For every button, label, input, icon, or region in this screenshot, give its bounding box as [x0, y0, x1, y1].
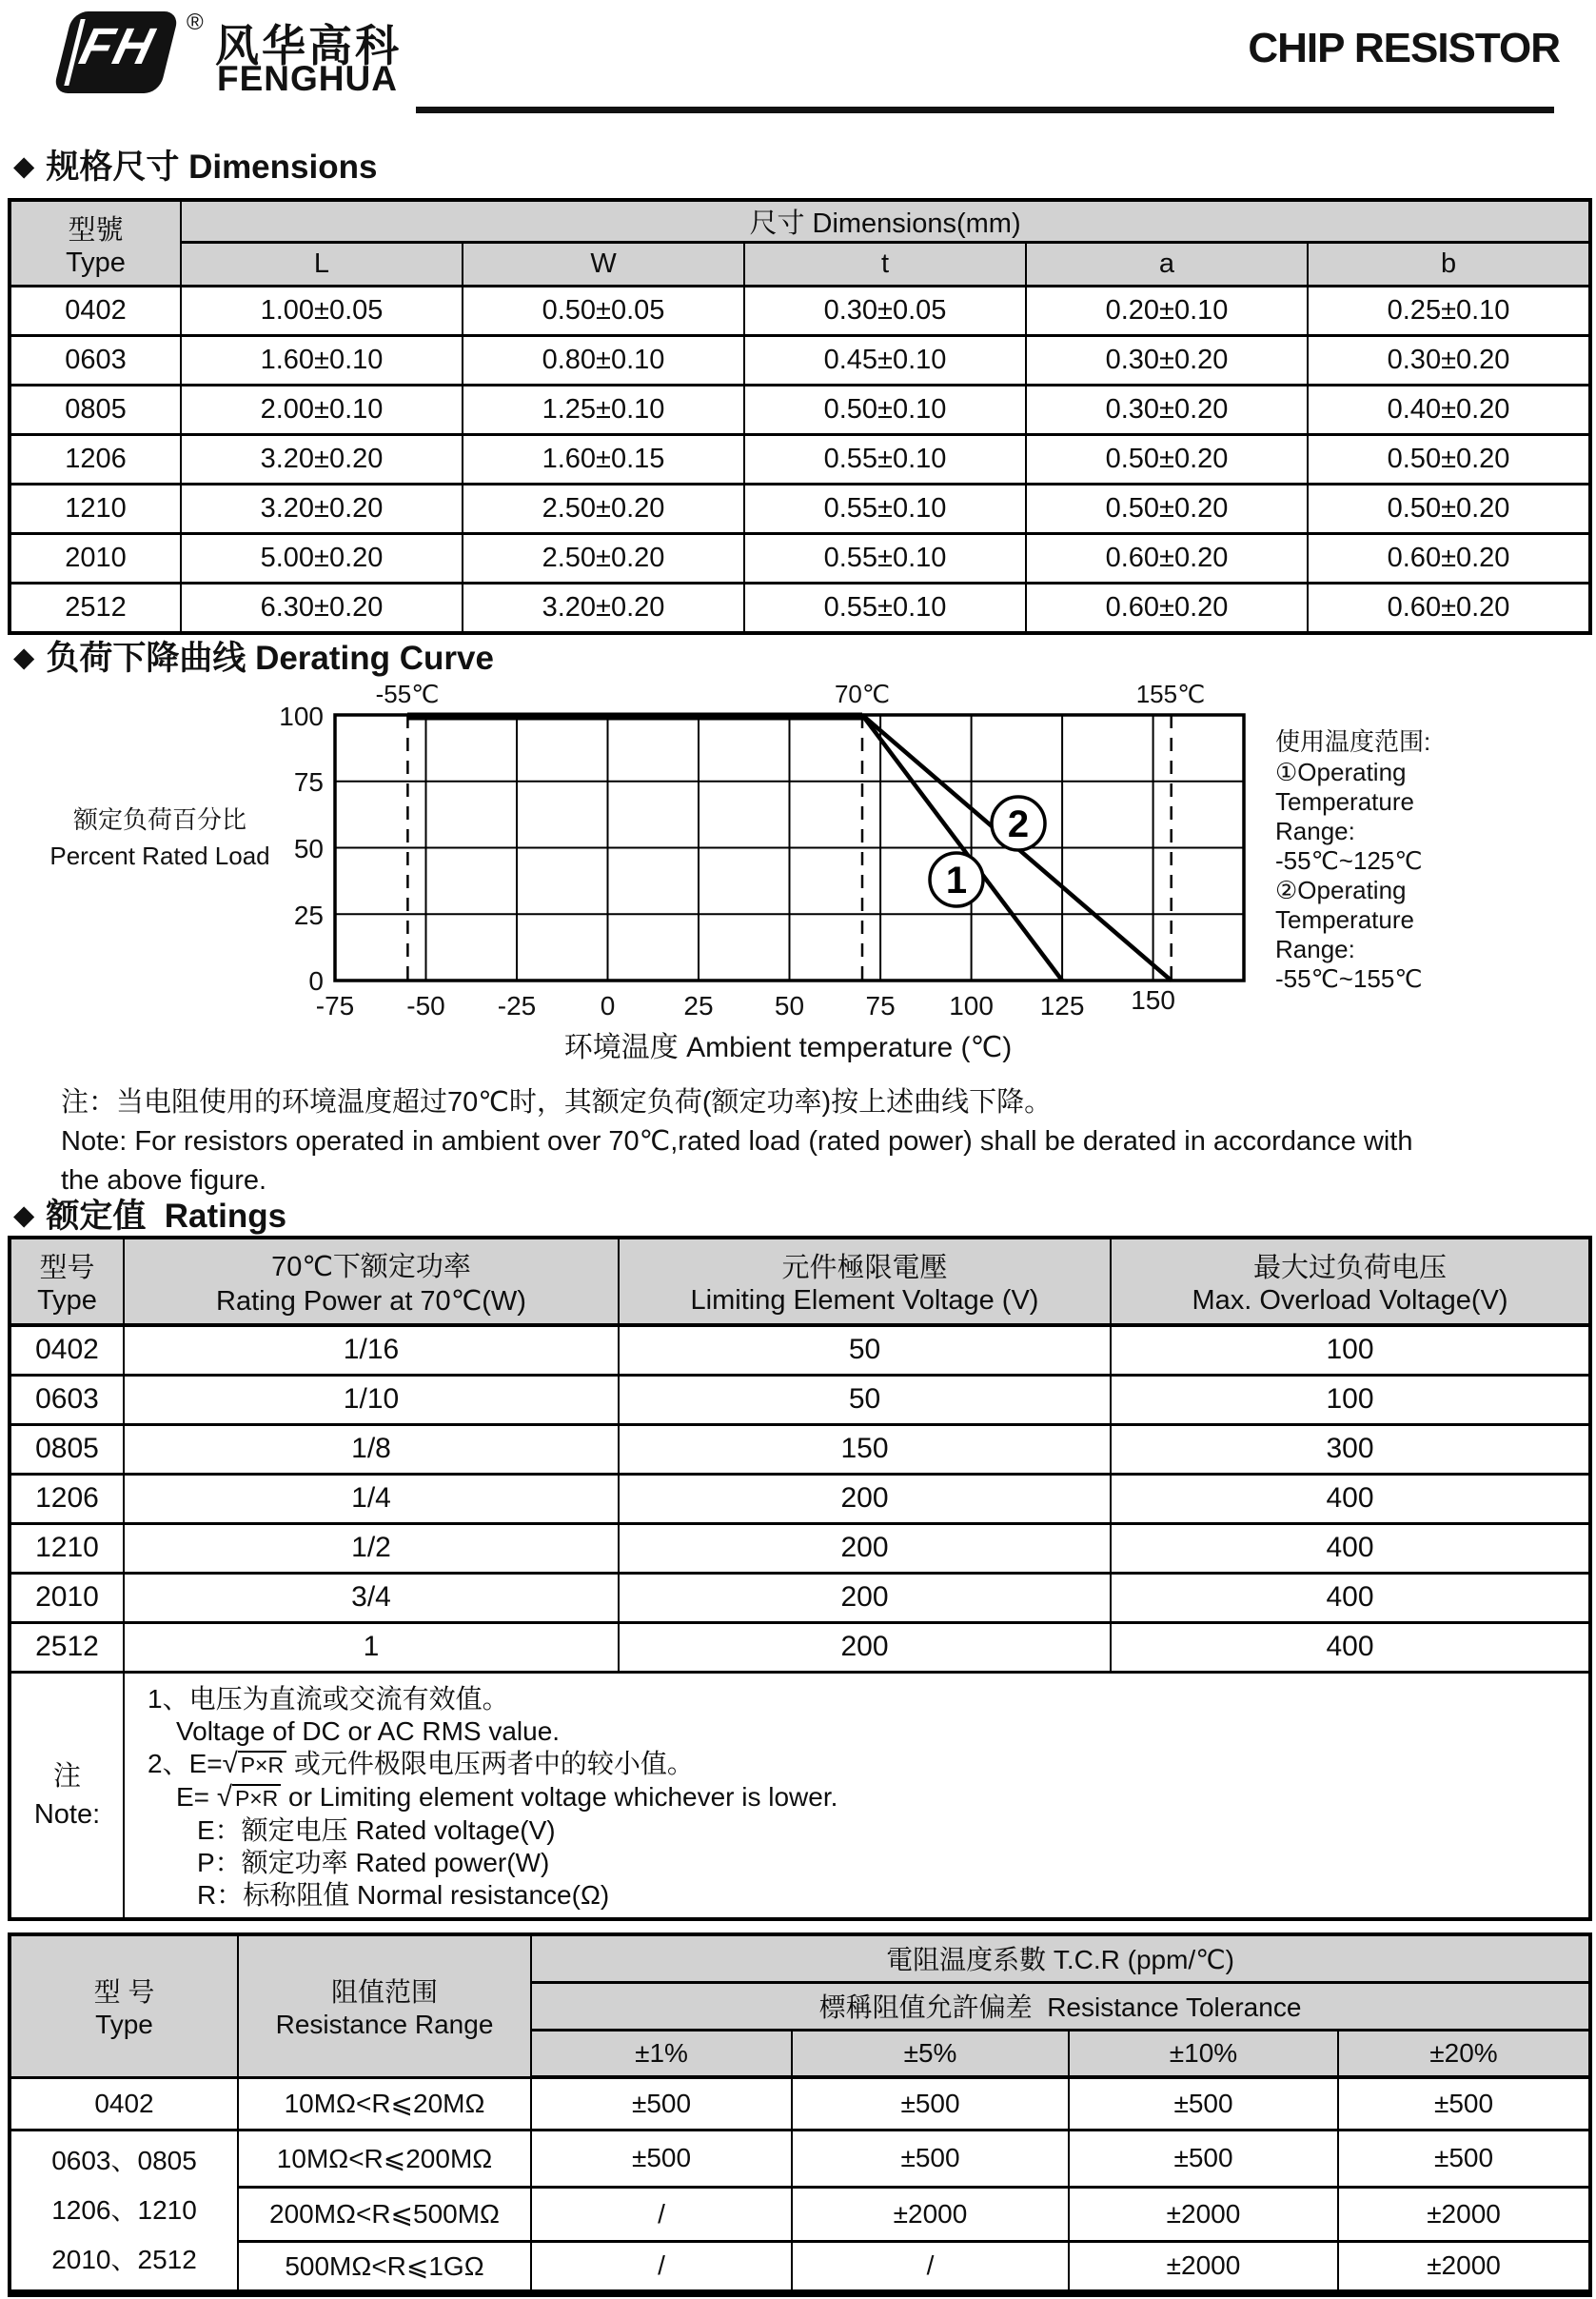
tolerance-col-1pct: ±1% [531, 2030, 792, 2077]
tcr-val: ±500 [1069, 2077, 1338, 2130]
legend-line: 使用温度范围: [1275, 727, 1431, 756]
section-title-dimensions-en: Dimensions [188, 149, 378, 186]
dim-group-header: 尺寸 Dimensions(mm) [181, 200, 1590, 243]
dim-W: 0.50±0.05 [463, 287, 744, 336]
operating-range-legend [1275, 727, 1430, 993]
tcr-val: / [531, 2187, 792, 2241]
header-rule [416, 107, 1554, 113]
dim-col-a: a [1026, 243, 1308, 287]
dim-t: 0.45±0.10 [744, 336, 1026, 386]
dim-a: 0.60±0.20 [1026, 584, 1308, 633]
dim-type: 2010 [10, 534, 181, 584]
ratings-power: 3/4 [124, 1573, 619, 1622]
dim-col-b: b [1308, 243, 1590, 287]
ratings-type: 0805 [10, 1424, 124, 1474]
tcr-val: ±500 [531, 2077, 792, 2130]
tolerance-col-10pct: ±10% [1069, 2030, 1338, 2077]
dim-t: 0.55±0.10 [744, 584, 1026, 633]
curve-1-label: 1 [945, 860, 968, 902]
ratings-lev: 200 [619, 1474, 1111, 1523]
y-tick-0: 0 [308, 966, 324, 996]
sqrt-radical-icon: √ [222, 1747, 238, 1779]
tcr-range: 200MΩ<R⩽500MΩ [238, 2187, 531, 2241]
top-marker--55: -55℃ [375, 680, 440, 708]
tcr-val: / [531, 2241, 792, 2293]
ratings-power: 1/8 [124, 1424, 619, 1474]
derating-curve-chart [8, 674, 1588, 1072]
dim-t: 0.50±0.10 [744, 386, 1026, 435]
x-tick: -25 [497, 991, 537, 1021]
tcr-header-range-en: Resistance Range [275, 2010, 494, 2040]
ratings-mov: 100 [1111, 1375, 1590, 1424]
legend-line: Temperature [1275, 787, 1414, 816]
dim-t: 0.55±0.10 [744, 435, 1026, 485]
ratings-table [8, 1236, 1592, 1921]
dim-L: 1.60±0.10 [181, 336, 463, 386]
dim-a: 0.20±0.10 [1026, 287, 1308, 336]
fenghua-logo-icon [52, 11, 179, 93]
ratings-lev: 50 [619, 1375, 1111, 1424]
ratings-note-line7: R：标称阻值 Normal resistance(Ω) [197, 1879, 610, 1910]
ratings-note-label-en: Note: [33, 1798, 101, 1830]
tcr-header-type-cn: 型 号 [93, 1977, 155, 2008]
dim-type-header [10, 200, 181, 287]
ratings-header-type [10, 1238, 124, 1325]
section-title-ratings-en: Ratings [164, 1198, 287, 1235]
ratings-mov: 300 [1111, 1424, 1590, 1474]
ratings-type: 1206 [10, 1474, 124, 1523]
table-row [10, 584, 1590, 633]
tcr-header-range [238, 1934, 531, 2077]
tcr-val: / [792, 2241, 1069, 2293]
dim-type: 0603 [10, 336, 181, 386]
dim-t: 0.30±0.05 [744, 287, 1026, 336]
legend-line: Range: [1275, 935, 1355, 963]
grid-lines [335, 715, 1244, 981]
dim-W: 0.80±0.10 [463, 336, 744, 386]
table-row [10, 336, 1590, 386]
section-title-derating-cn: 负荷下降曲线 [46, 640, 246, 677]
tcr-header-tolerance [531, 1982, 1590, 2030]
ratings-mov: 400 [1111, 1474, 1590, 1523]
section-title-derating-en: Derating Curve [255, 640, 494, 677]
dim-a: 0.50±0.20 [1026, 435, 1308, 485]
ratings-power: 1/10 [124, 1375, 619, 1424]
derating-note-cn: 注：当电阻使用的环境温度超过70℃时，其额定负荷(额定功率)按上述曲线下降。 [61, 1087, 1053, 1118]
derating-note [61, 1083, 1412, 1200]
table-row [10, 2130, 1590, 2187]
dim-b: 0.60±0.20 [1308, 584, 1590, 633]
ratings-header-type-en: Type [37, 1285, 97, 1316]
legend-line: ①Operating [1275, 758, 1407, 786]
ratings-type: 2010 [10, 1573, 124, 1622]
ratings-mov: 400 [1111, 1622, 1590, 1672]
y-tick-100: 100 [279, 702, 324, 731]
diamond-bullet-icon: ◆ [13, 643, 35, 673]
tcr-header-tolerance-cn: 標稱阻值允許偏差 [818, 1992, 1033, 2022]
dim-type: 0805 [10, 386, 181, 435]
top-marker-70: 70℃ [834, 680, 891, 708]
dimensions-table [8, 198, 1592, 635]
tolerance-col-5pct: ±5% [792, 2030, 1069, 2077]
dim-col-W: W [463, 243, 744, 287]
table-row [10, 1474, 1590, 1523]
top-marker-155: 155℃ [1135, 680, 1206, 708]
formula-radicand: P×R [238, 1751, 286, 1777]
formula-suffix: 或元件极限电压两者中的较小值。 [286, 1748, 694, 1778]
ratings-type: 2512 [10, 1622, 124, 1672]
section-title-dimensions-cn: 规格尺寸 [46, 149, 180, 186]
tolerance-col-20pct: ±20% [1338, 2030, 1590, 2077]
dim-t: 0.55±0.10 [744, 485, 1026, 534]
x-tick: 125 [1039, 991, 1085, 1021]
tcr-merged-types [10, 2130, 238, 2293]
ratings-header-power-cn: 70℃下额定功率 [271, 1252, 471, 1282]
section-title-dimensions [13, 141, 377, 188]
y-axis-label-cn: 额定负荷百分比 [72, 805, 247, 834]
x-tick: 150 [1131, 985, 1175, 1015]
table-row [10, 1325, 1590, 1375]
derating-note-en2: the above figure. [61, 1165, 267, 1196]
ratings-power: 1/4 [124, 1474, 619, 1523]
ratings-mov: 400 [1111, 1573, 1590, 1622]
tcr-val: ±500 [1338, 2077, 1590, 2130]
x-tick: -75 [315, 991, 355, 1021]
sqrt-radical-icon: √ [216, 1780, 232, 1813]
ratings-note-line2: Voltage of DC or AC RMS value. [176, 1715, 561, 1746]
x-tick: -50 [406, 991, 445, 1021]
tcr-merged-type-line: 0603、0805 [51, 2145, 197, 2175]
tcr-val: ±500 [792, 2130, 1069, 2187]
diamond-bullet-icon: ◆ [13, 1200, 35, 1231]
table-row [10, 2187, 1590, 2241]
page-title: CHIP RESISTOR [1248, 25, 1560, 71]
ratings-type: 0402 [10, 1325, 124, 1375]
dim-b: 0.60±0.20 [1308, 534, 1590, 584]
dim-a: 0.30±0.20 [1026, 386, 1308, 435]
ratings-mov: 400 [1111, 1523, 1590, 1573]
dim-type: 1210 [10, 485, 181, 534]
brand-name-english: FENGHUA [217, 59, 398, 98]
brand-name-chinese: 风华高科 [215, 21, 402, 70]
dim-L: 5.00±0.20 [181, 534, 463, 584]
table-row [10, 2077, 1590, 2130]
dim-W: 2.50±0.20 [463, 534, 744, 584]
ratings-type: 1210 [10, 1523, 124, 1573]
formula-radicand: P×R [232, 1784, 281, 1811]
legend-line: Temperature [1275, 905, 1414, 934]
x-axis-label: 环境温度 Ambient temperature (℃) [563, 1032, 1013, 1063]
y-tick-50: 50 [293, 834, 324, 863]
ratings-header-power [124, 1238, 619, 1325]
tcr-val: ±2000 [1069, 2187, 1338, 2241]
section-title-ratings [13, 1190, 286, 1238]
dim-a: 0.60±0.20 [1026, 534, 1308, 584]
legend-line: Range: [1275, 817, 1355, 845]
dim-b: 0.50±0.20 [1308, 485, 1590, 534]
legend-line: -55℃~155℃ [1275, 964, 1423, 993]
ratings-header-lev-cn: 元件極限電壓 [781, 1253, 948, 1283]
dim-a: 0.50±0.20 [1026, 485, 1308, 534]
tcr-val: ±2000 [1338, 2187, 1590, 2241]
dim-L: 3.20±0.20 [181, 485, 463, 534]
dim-L: 2.00±0.10 [181, 386, 463, 435]
tcr-header-tolerance-en: Resistance Tolerance [1047, 1992, 1302, 2022]
dim-b: 0.40±0.20 [1308, 386, 1590, 435]
ratings-header-mov [1111, 1238, 1590, 1325]
tcr-val: ±2000 [1069, 2241, 1338, 2293]
ratings-note-line5: E：额定电压 Rated voltage(V) [197, 1814, 556, 1845]
tcr-table [8, 1932, 1592, 2297]
dim-L: 6.30±0.20 [181, 584, 463, 633]
ratings-note-content [124, 1672, 1590, 1919]
tcr-header-range-cn: 阻值范围 [330, 1977, 438, 2008]
registered-trademark-icon: ® [187, 10, 204, 35]
dim-type: 1206 [10, 435, 181, 485]
table-row [10, 1622, 1590, 1672]
ratings-power: 1 [124, 1622, 619, 1672]
dim-a: 0.30±0.20 [1026, 336, 1308, 386]
y-tick-75: 75 [293, 767, 324, 797]
tcr-range: 500MΩ<R⩽1GΩ [238, 2241, 531, 2293]
ratings-lev: 150 [619, 1424, 1111, 1474]
dim-type: 0402 [10, 287, 181, 336]
derating-note-en1: Note: For resistors operated in ambient over 70℃,rated load (rated power) shall be derated in accordance with [61, 1126, 1413, 1157]
dim-b: 0.50±0.20 [1308, 435, 1590, 485]
ratings-lev: 200 [619, 1622, 1111, 1672]
dim-col-L: L [181, 243, 463, 287]
section-title-derating [13, 632, 494, 680]
x-tick: 75 [865, 991, 896, 1021]
tcr-range: 10MΩ<R⩽200MΩ [238, 2130, 531, 2187]
tcr-val: ±2000 [1338, 2241, 1590, 2293]
dim-W: 1.60±0.15 [463, 435, 744, 485]
dim-b: 0.30±0.20 [1308, 336, 1590, 386]
ratings-power: 1/16 [124, 1325, 619, 1375]
table-row [10, 1573, 1590, 1622]
dim-W: 2.50±0.20 [463, 485, 744, 534]
dim-W: 3.20±0.20 [463, 584, 744, 633]
x-tick: 0 [600, 991, 616, 1021]
table-row [10, 534, 1590, 584]
tcr-val: ±500 [531, 2130, 792, 2187]
diamond-bullet-icon: ◆ [13, 151, 35, 182]
table-row [10, 2241, 1590, 2293]
x-tick: 50 [774, 991, 805, 1021]
dim-W: 1.25±0.10 [463, 386, 744, 435]
tcr-header-type [10, 1934, 238, 2077]
tcr-val: ±500 [1338, 2130, 1590, 2187]
tcr-val: ±500 [792, 2077, 1069, 2130]
dim-type-header-cn: 型號 [68, 214, 124, 246]
ratings-note-line3 [148, 1748, 1588, 1781]
ratings-header-mov-en: Max. Overload Voltage(V) [1192, 1285, 1508, 1316]
section-title-ratings-cn: 额定值 [46, 1198, 147, 1235]
legend-line: -55℃~125℃ [1275, 846, 1423, 875]
formula-suffix: or Limiting element voltage whichever is lower. [281, 1781, 838, 1812]
tcr-header-tcr: 電阻温度系數 T.C.R (ppm/℃) [531, 1934, 1590, 1982]
ratings-header-mov-cn: 最大过负荷电压 [1252, 1253, 1447, 1283]
ratings-lev: 50 [619, 1325, 1111, 1375]
tcr-val: ±500 [1069, 2130, 1338, 2187]
dim-type: 2512 [10, 584, 181, 633]
tcr-val: ±2000 [792, 2187, 1069, 2241]
ratings-mov: 100 [1111, 1325, 1590, 1375]
table-row [10, 435, 1590, 485]
ratings-header-type-cn: 型号 [39, 1253, 95, 1283]
y-tick-25: 25 [293, 901, 324, 930]
formula-prefix: 2、E= [148, 1748, 223, 1778]
dim-t: 0.55±0.10 [744, 534, 1026, 584]
table-row [10, 485, 1590, 534]
ratings-power: 1/2 [124, 1523, 619, 1573]
ratings-note-label [10, 1672, 124, 1919]
y-axis-label-en: Percent Rated Load [49, 842, 270, 870]
table-row [10, 287, 1590, 336]
tcr-header-type-en: Type [95, 2010, 153, 2040]
table-row [10, 1375, 1590, 1424]
logo-monogram: FH [74, 18, 161, 75]
ratings-lev: 200 [619, 1523, 1111, 1573]
tcr-range: 10MΩ<R⩽20MΩ [238, 2077, 531, 2130]
curve-2-label: 2 [1007, 803, 1030, 845]
ratings-lev: 200 [619, 1573, 1111, 1622]
dim-type-header-en: Type [66, 247, 126, 278]
ratings-note-line4 [148, 1781, 1588, 1814]
derating-curve-svg [8, 674, 1588, 1072]
dim-b: 0.25±0.10 [1308, 287, 1590, 336]
table-row [10, 1523, 1590, 1573]
formula-prefix: E= [176, 1781, 217, 1812]
ratings-header-lev [619, 1238, 1111, 1325]
table-row [10, 386, 1590, 435]
tcr-type: 0402 [10, 2077, 238, 2130]
x-tick: 25 [683, 991, 714, 1021]
tcr-merged-type-line: 1206、1210 [51, 2194, 197, 2225]
dim-col-t: t [744, 243, 1026, 287]
legend-line: ②Operating [1275, 876, 1407, 904]
ratings-note-line6: P：额定功率 Rated power(W) [197, 1847, 550, 1877]
ratings-note-label-cn: 注 [52, 1760, 81, 1792]
tcr-merged-type-line: 2010、2512 [51, 2244, 197, 2274]
table-row [10, 1424, 1590, 1474]
dim-L: 1.00±0.05 [181, 287, 463, 336]
x-tick: 100 [949, 991, 994, 1021]
dim-L: 3.20±0.20 [181, 435, 463, 485]
ratings-header-lev-en: Limiting Element Voltage (V) [690, 1285, 1039, 1316]
ratings-header-power-en: Rating Power at 70℃(W) [216, 1286, 526, 1317]
ratings-note-line1: 1、电压为直流或交流有效值。 [148, 1683, 509, 1714]
ratings-type: 0603 [10, 1375, 124, 1424]
